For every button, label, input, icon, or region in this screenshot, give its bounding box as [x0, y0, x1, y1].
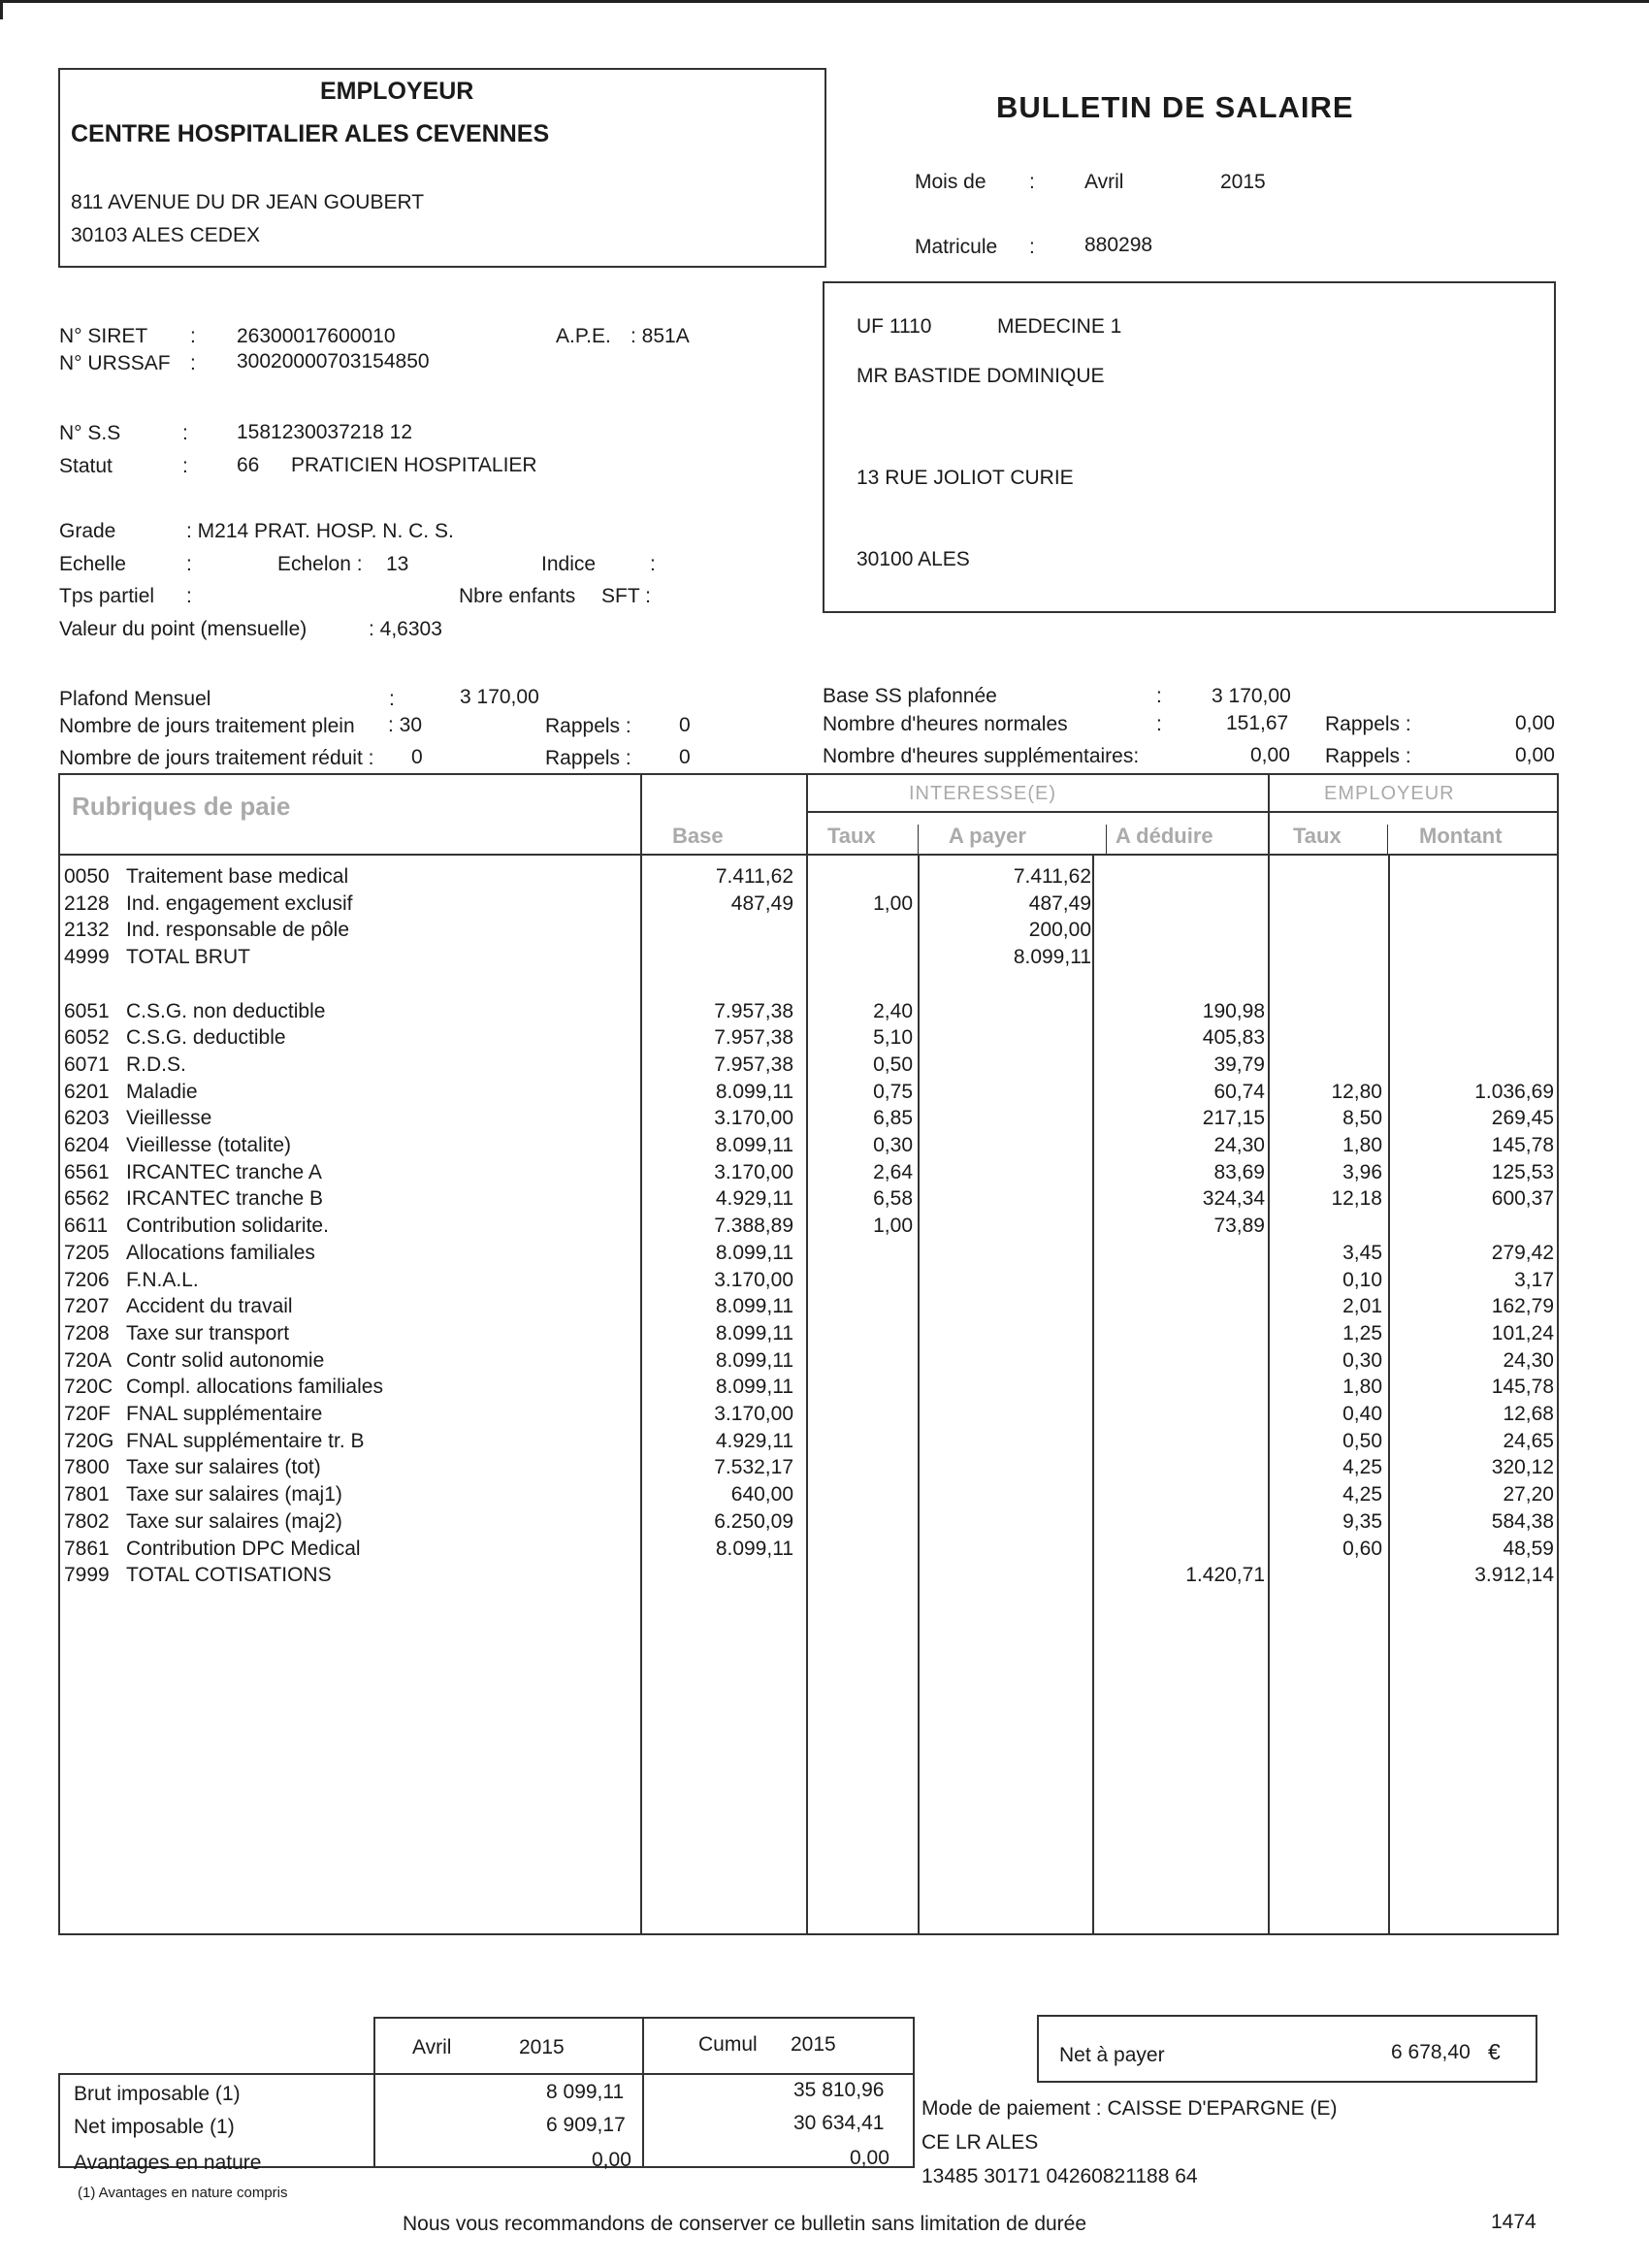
cell-deduire: 324,34 — [1202, 1187, 1265, 1211]
grade-label: Grade — [59, 520, 116, 542]
cell-base: 7.957,38 — [714, 1053, 793, 1076]
cell-payer: 8.099,11 — [1013, 946, 1091, 969]
echelon-value: 13 — [386, 553, 409, 575]
cell-base: 4.929,11 — [715, 1429, 793, 1452]
totals-cumul-label: Cumul — [698, 2033, 758, 2056]
header-a-deduire: A déduire — [1116, 824, 1213, 848]
table-row — [0, 1215, 1649, 1243]
cell-code: 4999 — [64, 946, 110, 969]
table-row — [0, 1296, 1649, 1323]
indice-label: Indice — [541, 553, 597, 575]
table-row — [0, 947, 1649, 974]
cell-taux: 1,00 — [873, 1215, 913, 1238]
table-row — [0, 1054, 1649, 1082]
cell-taux-emp: 12,18 — [1331, 1187, 1382, 1211]
cell-base: 8.099,11 — [715, 1241, 793, 1264]
cell-taux: 6,85 — [873, 1107, 913, 1130]
cell-label: Taxe sur salaires (tot) — [126, 1456, 321, 1479]
net-imposable-label: Net imposable (1) — [74, 2116, 235, 2138]
header-taux: Taux — [827, 824, 876, 848]
cell-deduire: 83,69 — [1213, 1160, 1265, 1183]
rappels-label-3: Rappels : — [1325, 713, 1411, 735]
employer-address-2: 30103 ALES CEDEX — [71, 224, 260, 246]
cell-base: 7.957,38 — [714, 999, 793, 1022]
plafond-value: 3 170,00 — [460, 686, 539, 708]
month-value: Avril — [1084, 171, 1124, 193]
cell-label: Ind. responsable de pôle — [126, 919, 350, 942]
cell-taux-emp: 3,96 — [1342, 1160, 1382, 1183]
cell-base: 3.170,00 — [714, 1268, 793, 1291]
scan-edge — [0, 0, 1649, 3]
cell-label: Vieillesse — [126, 1107, 212, 1130]
cell-montant: 3.912,14 — [1474, 1564, 1554, 1587]
cell-label: Vieillesse (totalite) — [126, 1134, 292, 1156]
cell-base: 3.170,00 — [714, 1107, 793, 1130]
header-base: Base — [672, 824, 724, 848]
heures-supp-value: 0,00 — [1250, 744, 1290, 766]
ape-value: : 851A — [630, 325, 690, 347]
cell-taux-emp: 8,50 — [1342, 1107, 1382, 1130]
cell-code: 7208 — [64, 1321, 110, 1345]
cell-taux-emp: 1,80 — [1342, 1376, 1382, 1399]
cell-code: 720A — [64, 1348, 113, 1372]
cell-taux: 0,30 — [873, 1134, 913, 1156]
cell-deduire: 217,15 — [1202, 1107, 1265, 1130]
payroll-rows — [0, 866, 1649, 1604]
cell-taux: 0,50 — [873, 1053, 913, 1076]
cell-montant: 279,42 — [1491, 1241, 1554, 1264]
echelle-colon: : — [186, 553, 192, 575]
cell-deduire: 39,79 — [1213, 1053, 1265, 1076]
cell-code: 720C — [64, 1376, 113, 1399]
table-row — [0, 1404, 1649, 1431]
employer-name: CENTRE HOSPITALIER ALES CEVENNES — [71, 120, 550, 147]
cell-label: TOTAL COTISATIONS — [126, 1564, 332, 1587]
employee-name: MR BASTIDE DOMINIQUE — [857, 365, 1105, 387]
cell-label: Maladie — [126, 1080, 198, 1103]
table-row — [0, 1377, 1649, 1404]
cell-label: FNAL supplémentaire tr. B — [126, 1429, 365, 1452]
base-ss-value: 3 170,00 — [1212, 685, 1291, 707]
cell-label: Ind. engagement exclusif — [126, 891, 353, 915]
cell-base: 487,49 — [730, 891, 793, 915]
table-row — [0, 1457, 1649, 1484]
table-row — [0, 1484, 1649, 1511]
cell-label: Accident du travail — [126, 1295, 293, 1318]
cell-base: 640,00 — [730, 1483, 793, 1507]
year-value: 2015 — [1220, 171, 1266, 193]
cell-taux: 0,75 — [873, 1080, 913, 1103]
cell-taux-emp: 0,10 — [1342, 1268, 1382, 1291]
table-row — [0, 1027, 1649, 1054]
table-row — [0, 1323, 1649, 1350]
jours-plein-value: : 30 — [388, 714, 423, 736]
cell-montant: 48,59 — [1503, 1537, 1554, 1560]
header-rubriques: Rubriques de paie — [72, 792, 291, 821]
rappels-label-1: Rappels : — [545, 715, 631, 737]
siret-label: N° SIRET — [59, 325, 148, 347]
cell-base: 4.929,11 — [715, 1187, 793, 1211]
urssaf-label: N° URSSAF — [59, 352, 171, 374]
table-row — [0, 920, 1649, 947]
header-interesse: INTERESSE(E) — [909, 783, 1057, 804]
employee-uf: UF 1110 — [857, 315, 932, 338]
cell-deduire: 24,30 — [1213, 1134, 1265, 1156]
cell-base: 7.411,62 — [715, 865, 793, 888]
heures-normales-colon: : — [1156, 713, 1162, 735]
ss-label: N° S.S — [59, 422, 121, 444]
avantages-cumul: 0,00 — [850, 2147, 889, 2169]
cell-montant: 584,38 — [1491, 1509, 1554, 1533]
cell-payer: 7.411,62 — [1013, 865, 1091, 888]
cell-label: Taxe sur salaires (maj2) — [126, 1509, 342, 1533]
cell-code: 7999 — [64, 1564, 110, 1587]
statut-value: PRATICIEN HOSPITALIER — [291, 454, 537, 476]
cell-deduire: 405,83 — [1202, 1026, 1265, 1050]
cell-code: 7861 — [64, 1537, 110, 1560]
header-taux-employeur: Taux — [1293, 824, 1342, 848]
cell-montant: 162,79 — [1491, 1295, 1554, 1318]
cell-label: Compl. allocations familiales — [126, 1376, 383, 1399]
cell-taux-emp: 3,45 — [1342, 1241, 1382, 1264]
sft-label: SFT : — [601, 585, 651, 607]
cell-label: C.S.G. non deductible — [126, 999, 326, 1022]
cell-label: R.D.S. — [126, 1053, 186, 1076]
cell-base: 7.957,38 — [714, 1026, 793, 1050]
heures-normales-label: Nombre d'heures normales — [823, 713, 1068, 735]
cell-base: 3.170,00 — [714, 1160, 793, 1183]
totals-avril-year: 2015 — [519, 2036, 565, 2058]
cell-taux-emp: 1,25 — [1342, 1321, 1382, 1345]
cell-montant: 101,24 — [1491, 1321, 1554, 1345]
matricule-label: Matricule — [915, 236, 998, 258]
table-row — [0, 1162, 1649, 1189]
plafond-colon: : — [389, 688, 395, 710]
cell-code: 6562 — [64, 1187, 110, 1211]
cell-label: IRCANTEC tranche B — [126, 1187, 324, 1211]
statut-colon: : — [182, 455, 188, 477]
cell-deduire: 60,74 — [1213, 1080, 1265, 1103]
statut-label: Statut — [59, 455, 113, 477]
employee-address-1: 13 RUE JOLIOT CURIE — [857, 467, 1074, 489]
jours-reduit-label: Nombre de jours traitement réduit : — [59, 747, 374, 769]
avantages-label: Avantages en nature — [74, 2152, 262, 2174]
cell-base: 7.388,89 — [714, 1215, 793, 1238]
cell-montant: 27,20 — [1503, 1483, 1554, 1507]
matricule-colon: : — [1029, 236, 1035, 258]
cell-code: 2132 — [64, 919, 110, 942]
cell-montant: 24,30 — [1503, 1348, 1554, 1372]
grade-value: : M214 PRAT. HOSP. N. C. S. — [186, 520, 454, 542]
cell-base: 8.099,11 — [715, 1321, 793, 1345]
euro-symbol: € — [1488, 2039, 1501, 2064]
header-montant: Montant — [1419, 824, 1503, 848]
cell-code: 7802 — [64, 1509, 110, 1533]
cell-base: 7.532,17 — [714, 1456, 793, 1479]
cell-code: 7800 — [64, 1456, 110, 1479]
col-divider-montant-head — [1387, 825, 1388, 854]
table-row — [0, 1135, 1649, 1162]
payment-bank: CE LR ALES — [922, 2131, 1039, 2154]
avantages-month: 0,00 — [592, 2149, 631, 2171]
tps-partiel-label: Tps partiel — [59, 585, 155, 607]
cell-montant: 3,17 — [1514, 1268, 1554, 1291]
net-a-payer-value: 6 678,40 — [1391, 2041, 1471, 2063]
cell-taux: 2,64 — [873, 1160, 913, 1183]
table-row — [0, 1350, 1649, 1377]
interesse-divider — [807, 811, 1268, 813]
cell-taux-emp: 1,80 — [1342, 1134, 1382, 1156]
footer-recommendation: Nous vous recommandons de conserver ce bulletin sans limitation de durée — [403, 2213, 1087, 2235]
cell-taux: 6,58 — [873, 1187, 913, 1211]
net-imposable-cumul: 30 634,41 — [793, 2112, 885, 2134]
base-ss-colon: : — [1156, 685, 1162, 707]
cell-montant: 600,37 — [1491, 1187, 1554, 1211]
cell-deduire: 190,98 — [1202, 999, 1265, 1022]
document-title: BULLETIN DE SALAIRE — [996, 90, 1354, 124]
table-row — [0, 1539, 1649, 1566]
cell-base: 8.099,11 — [715, 1537, 793, 1560]
cell-montant: 269,45 — [1491, 1107, 1554, 1130]
payment-account: 13485 30171 04260821188 64 — [922, 2165, 1198, 2187]
rappels-value-1: 0 — [679, 714, 691, 736]
cell-deduire: 1.420,71 — [1185, 1564, 1265, 1587]
ape-label: A.P.E. — [556, 325, 611, 347]
cell-taux-emp: 4,25 — [1342, 1483, 1382, 1507]
urssaf-value: 30020000703154850 — [237, 350, 430, 373]
month-colon: : — [1029, 171, 1035, 193]
col-divider-deduire-left — [1106, 825, 1107, 854]
cell-code: 6204 — [64, 1134, 110, 1156]
cell-label: Traitement base medical — [126, 865, 349, 888]
header-employeur: EMPLOYEUR — [1324, 783, 1455, 804]
employee-address-2: 30100 ALES — [857, 548, 970, 570]
cell-label: IRCANTEC tranche A — [126, 1160, 322, 1183]
cell-taux-emp: 0,60 — [1342, 1537, 1382, 1560]
footer-page-number: 1474 — [1491, 2211, 1536, 2233]
cell-montant: 320,12 — [1491, 1456, 1554, 1479]
cell-payer: 200,00 — [1028, 919, 1091, 942]
cell-label: Allocations familiales — [126, 1241, 315, 1264]
rappels-value-3: 0,00 — [1515, 712, 1555, 734]
ss-colon: : — [182, 422, 188, 444]
totals-label-divider — [373, 2073, 375, 2168]
cell-code: 7205 — [64, 1241, 110, 1264]
rappels-label-4: Rappels : — [1325, 745, 1411, 767]
cell-montant: 1.036,69 — [1474, 1080, 1554, 1103]
cell-base: 8.099,11 — [715, 1134, 793, 1156]
rappels-value-2: 0 — [679, 746, 691, 768]
cell-label: TOTAL BRUT — [126, 946, 250, 969]
cell-taux-emp: 9,35 — [1342, 1509, 1382, 1533]
cell-label: FNAL supplémentaire — [126, 1403, 323, 1425]
employeur-divider — [1268, 811, 1559, 813]
cell-taux-emp: 12,80 — [1331, 1080, 1382, 1103]
table-row — [0, 893, 1649, 921]
employee-service: MEDECINE 1 — [997, 315, 1122, 338]
indice-colon: : — [650, 553, 656, 575]
table-row — [0, 974, 1649, 1001]
brut-imposable-month: 8 099,11 — [546, 2081, 625, 2103]
cell-taux: 5,10 — [873, 1026, 913, 1050]
cell-code: 6071 — [64, 1053, 110, 1076]
cell-code: 6052 — [64, 1026, 110, 1050]
rappels-label-2: Rappels : — [545, 747, 631, 769]
brut-imposable-label: Brut imposable (1) — [74, 2083, 241, 2105]
statut-code: 66 — [237, 454, 260, 476]
cell-montant: 145,78 — [1491, 1134, 1554, 1156]
cell-taux-emp: 4,25 — [1342, 1456, 1382, 1479]
cell-label: Contr solid autonomie — [126, 1348, 325, 1372]
cell-label: C.S.G. deductible — [126, 1026, 286, 1050]
table-row — [0, 1188, 1649, 1215]
tps-partiel-colon: : — [186, 585, 192, 607]
point-value: : 4,6303 — [369, 618, 442, 640]
heures-normales-value: 151,67 — [1226, 712, 1289, 734]
cell-code: 0050 — [64, 865, 110, 888]
cell-code: 7801 — [64, 1483, 110, 1507]
cell-label: Contribution solidarite. — [126, 1215, 329, 1238]
cell-montant: 24,65 — [1503, 1429, 1554, 1452]
cell-code: 720F — [64, 1403, 111, 1425]
table-row — [0, 1082, 1649, 1109]
cell-base: 6.250,09 — [714, 1509, 793, 1533]
cell-code: 7206 — [64, 1268, 110, 1291]
cell-base: 8.099,11 — [715, 1295, 793, 1318]
cell-code: 6561 — [64, 1160, 110, 1183]
echelon-label: Echelon : — [277, 553, 363, 575]
cell-base: 8.099,11 — [715, 1080, 793, 1103]
table-row — [0, 866, 1649, 893]
base-ss-label: Base SS plafonnée — [823, 685, 997, 707]
brut-imposable-cumul: 35 810,96 — [793, 2079, 885, 2101]
cell-code: 6611 — [64, 1215, 109, 1238]
cell-taux-emp: 0,40 — [1342, 1403, 1382, 1425]
header-a-payer: A payer — [949, 824, 1026, 848]
jours-plein-label: Nombre de jours traitement plein — [59, 715, 355, 737]
point-label: Valeur du point (mensuelle) — [59, 618, 307, 640]
cell-label: Taxe sur salaires (maj1) — [126, 1483, 342, 1507]
cell-code: 6203 — [64, 1107, 110, 1130]
totals-avril-label: Avril — [412, 2036, 452, 2058]
cell-base: 8.099,11 — [715, 1348, 793, 1372]
echelle-label: Echelle — [59, 553, 126, 575]
table-row — [0, 1243, 1649, 1270]
cell-label: Contribution DPC Medical — [126, 1537, 361, 1560]
cell-montant: 12,68 — [1503, 1403, 1554, 1425]
cell-montant: 125,53 — [1491, 1160, 1554, 1183]
net-a-payer-label: Net à payer — [1059, 2044, 1165, 2066]
month-label: Mois de — [915, 171, 986, 193]
siret-colon: : — [190, 325, 196, 347]
cell-code: 7207 — [64, 1295, 110, 1318]
rappels-value-4: 0,00 — [1515, 744, 1555, 766]
siret-value: 26300017600010 — [237, 325, 396, 347]
cell-code: 2128 — [64, 891, 110, 915]
table-row — [0, 1511, 1649, 1539]
cell-deduire: 73,89 — [1213, 1215, 1265, 1238]
heures-supp-label: Nombre d'heures supplémentaires: — [823, 745, 1140, 767]
table-header-divider — [58, 854, 1559, 856]
cell-taux: 1,00 — [873, 891, 913, 915]
table-row — [0, 1431, 1649, 1458]
cell-taux: 2,40 — [873, 999, 913, 1022]
net-imposable-month: 6 909,17 — [546, 2114, 626, 2136]
totals-footnote: (1) Avantages en nature compris — [78, 2185, 288, 2201]
cell-taux-emp: 2,01 — [1342, 1295, 1382, 1318]
cell-label: Taxe sur transport — [126, 1321, 290, 1345]
col-divider-apayer-left — [918, 825, 919, 854]
employer-address-1: 811 AVENUE DU DR JEAN GOUBERT — [71, 191, 425, 213]
cell-montant: 145,78 — [1491, 1376, 1554, 1399]
enfants-label: Nbre enfants — [459, 585, 576, 607]
employer-heading: EMPLOYEUR — [320, 78, 474, 105]
cell-code: 720G — [64, 1429, 114, 1452]
scan-edge-left — [0, 0, 3, 19]
table-row — [0, 1001, 1649, 1028]
cell-base: 3.170,00 — [714, 1403, 793, 1425]
jours-reduit-value: 0 — [411, 746, 423, 768]
plafond-label: Plafond Mensuel — [59, 688, 211, 710]
cell-base: 8.099,11 — [715, 1376, 793, 1399]
cell-label: F.N.A.L. — [126, 1268, 199, 1291]
totals-cumul-year: 2015 — [791, 2033, 836, 2056]
cell-payer: 487,49 — [1028, 891, 1091, 915]
matricule-value: 880298 — [1084, 234, 1153, 256]
ss-value: 1581230037218 12 — [237, 421, 413, 443]
cell-code: 6051 — [64, 999, 110, 1022]
urssaf-colon: : — [190, 352, 196, 374]
table-row — [0, 1565, 1649, 1592]
table-row — [0, 1270, 1649, 1297]
cell-taux-emp: 0,50 — [1342, 1429, 1382, 1452]
cell-code: 6201 — [64, 1080, 110, 1103]
cell-taux-emp: 0,30 — [1342, 1348, 1382, 1372]
table-row — [0, 1108, 1649, 1135]
payment-mode: Mode de paiement : CAISSE D'EPARGNE (E) — [922, 2097, 1338, 2120]
